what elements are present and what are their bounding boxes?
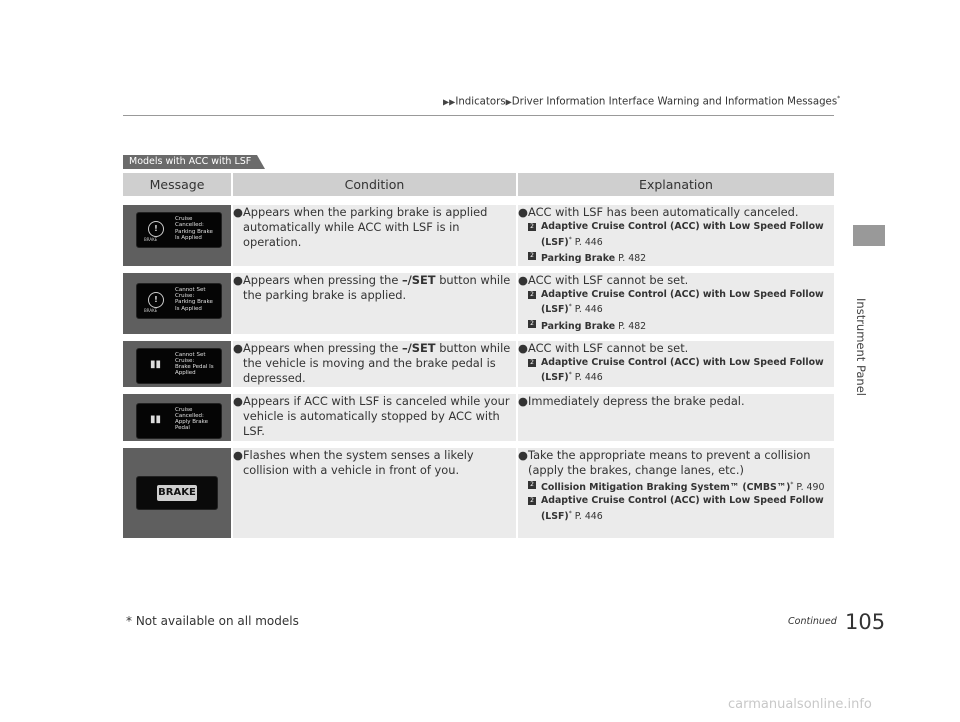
reference-arrow-icon: 2 [528, 497, 536, 505]
message-display [136, 212, 222, 248]
message-display [136, 283, 222, 319]
watermark: carmanualsonline.info [728, 697, 872, 712]
footnote-star: * [837, 95, 841, 102]
display-message-text: Cruise Cancelled: Apply Brake Pedal [175, 406, 209, 432]
explanation-cell [518, 266, 834, 334]
reference-title: Parking Brake [541, 253, 616, 265]
icon-label: BRAKE [144, 237, 158, 242]
section-tab-marker [853, 225, 885, 246]
breadcrumb [443, 95, 840, 107]
explanation-cell [518, 387, 834, 441]
condition-text-part: Appears if ACC with LSF is canceled while your vehicle is automatically stopped by ACC with LSF. [243, 393, 510, 438]
footnote: * Not available on all models [126, 614, 299, 628]
condition-text [243, 205, 516, 250]
message-screen-cell [123, 196, 233, 266]
explanation-cell [518, 334, 834, 387]
bullet-icon: ● [233, 447, 243, 462]
bullet-icon: ● [518, 272, 528, 287]
header-divider [123, 115, 834, 116]
condition-text-part: button while the vehicle is moving and the brake pedal is depressed. [243, 340, 511, 385]
cross-reference-link[interactable] [528, 318, 834, 334]
condition-cell [233, 266, 518, 334]
page-number: 105 [845, 610, 886, 634]
column-header: Message [123, 173, 233, 196]
table-row [123, 441, 834, 538]
explanation-text: Take the appropriate means to prevent a collision (apply the brakes, change lanes, etc.) [528, 447, 811, 477]
footnote-star: * [568, 235, 572, 243]
reference-title: Collision Mitigation Braking System™ (CMBS™) [541, 481, 791, 493]
reference-title: Parking Brake [541, 321, 616, 332]
brake-warning-icon: ! [148, 292, 164, 308]
reference-page: P. 446 [574, 372, 603, 384]
brake-warning-icon: ! [148, 221, 164, 237]
reference-arrow-icon: 2 [528, 252, 536, 260]
column-header: Condition [233, 173, 518, 196]
button-name: –/SET [401, 340, 436, 355]
breadcrumb-arrow-icon: ▶▶ [443, 97, 456, 107]
condition-cell [233, 196, 518, 266]
table-row [123, 334, 834, 387]
explanation-text: Immediately depress the brake pedal. [528, 393, 745, 408]
reference-page: P. 490 [796, 481, 825, 493]
explanation-text: ACC with LSF cannot be set. [528, 340, 689, 355]
message-display [136, 476, 218, 510]
models-tab: Models with ACC with LSF [123, 155, 257, 169]
display-message-text: Cannot Set Cruise: Brake Pedal Is Applied [175, 351, 214, 377]
reference-arrow-icon: 2 [528, 223, 536, 231]
cross-reference-link[interactable] [528, 250, 834, 266]
reference-title: Adaptive Cruise Control (ACC) with Low Speed Follow (LSF) [541, 495, 824, 522]
condition-text [243, 448, 516, 478]
cross-reference-link[interactable] [528, 479, 834, 495]
condition-cell [233, 387, 518, 441]
message-display [136, 348, 222, 384]
condition-cell [233, 441, 518, 538]
table-row [123, 266, 834, 334]
table-row [123, 387, 834, 441]
brake-warning-badge: BRAKE [157, 485, 197, 501]
reference-title: Adaptive Cruise Control (ACC) with Low Speed Follow (LSF) [541, 288, 824, 316]
reference-page: P. 446 [574, 510, 603, 522]
reference-arrow-icon: 2 [528, 359, 536, 367]
bullet-icon: ● [518, 447, 528, 462]
condition-text-part: Flashes when the system senses a likely collision with a vehicle in front of you. [243, 447, 474, 477]
footnote-star: * [568, 303, 572, 311]
explanation-cell [518, 196, 834, 266]
breadcrumb-arrow-icon: ▶ [505, 97, 512, 107]
message-display [136, 403, 222, 439]
table-header-row [123, 173, 834, 196]
reference-title: Adaptive Cruise Control (ACC) with Low Speed Follow (LSF) [541, 221, 824, 248]
cross-reference-link[interactable] [528, 221, 834, 249]
condition-text-part: button while the parking brake is applied. [243, 272, 511, 302]
brake-pedal-icon: ▮▮ [150, 358, 162, 370]
bullet-icon: ● [518, 393, 528, 408]
reference-arrow-icon: 2 [528, 291, 536, 299]
continued-label: Continued [788, 616, 837, 627]
bullet-icon: ● [518, 205, 528, 219]
condition-cell [233, 334, 518, 387]
button-name: –/SET [401, 272, 436, 287]
cross-reference-link[interactable] [528, 289, 834, 317]
condition-text-part: Appears when pressing the [243, 272, 402, 287]
brake-pedal-icon: ▮▮ [150, 413, 162, 425]
bullet-icon: ● [233, 272, 243, 287]
table-row [123, 196, 834, 266]
icon-label: BRAKE [144, 307, 158, 313]
footnote-star: * [568, 371, 572, 378]
footnote-star: * [568, 509, 572, 517]
display-message-text: Cannot Set Cruise: Parking Brake Is Applied [175, 286, 213, 312]
message-table [123, 173, 834, 538]
explanation-cell [518, 441, 834, 538]
breadcrumb-item[interactable]: Indicators [455, 96, 506, 108]
explanation-text: ACC with LSF has been automatically canceled. [528, 205, 799, 219]
footnote-star: * [790, 480, 794, 488]
bullet-icon: ● [233, 340, 243, 355]
bullet-icon: ● [233, 393, 243, 408]
section-label: Instrument Panel [854, 298, 868, 396]
explanation-text: ACC with LSF cannot be set. [528, 272, 689, 287]
column-header: Explanation [518, 173, 834, 196]
reference-page: P. 482 [618, 321, 647, 332]
message-screen-cell [123, 334, 233, 387]
reference-arrow-icon: 2 [528, 320, 536, 328]
reference-page: P. 446 [574, 304, 603, 316]
message-screen-cell [123, 266, 233, 334]
display-message-text: Cruise Cancelled: Parking Brake Is Applied [175, 216, 213, 241]
condition-text [243, 394, 516, 439]
reference-arrow-icon: 2 [528, 481, 536, 489]
bullet-icon: ● [518, 340, 528, 355]
reference-title: Adaptive Cruise Control (ACC) with Low Speed Follow (LSF) [541, 356, 824, 384]
cross-reference-link[interactable] [528, 495, 834, 523]
reference-page: P. 446 [574, 236, 603, 248]
cross-reference-link[interactable] [528, 357, 834, 385]
message-screen-cell [123, 441, 233, 538]
condition-text-part: Appears when the parking brake is applied automatically while ACC with LSF is in operation. [243, 205, 488, 249]
bullet-icon: ● [233, 205, 243, 219]
condition-text [243, 341, 516, 386]
breadcrumb-item[interactable]: Driver Information Interface Warning and Information Messages [511, 96, 838, 108]
condition-text-part: Appears when pressing the [243, 340, 402, 355]
condition-text [243, 273, 516, 303]
message-screen-cell [123, 387, 233, 441]
reference-page: P. 482 [618, 253, 647, 265]
